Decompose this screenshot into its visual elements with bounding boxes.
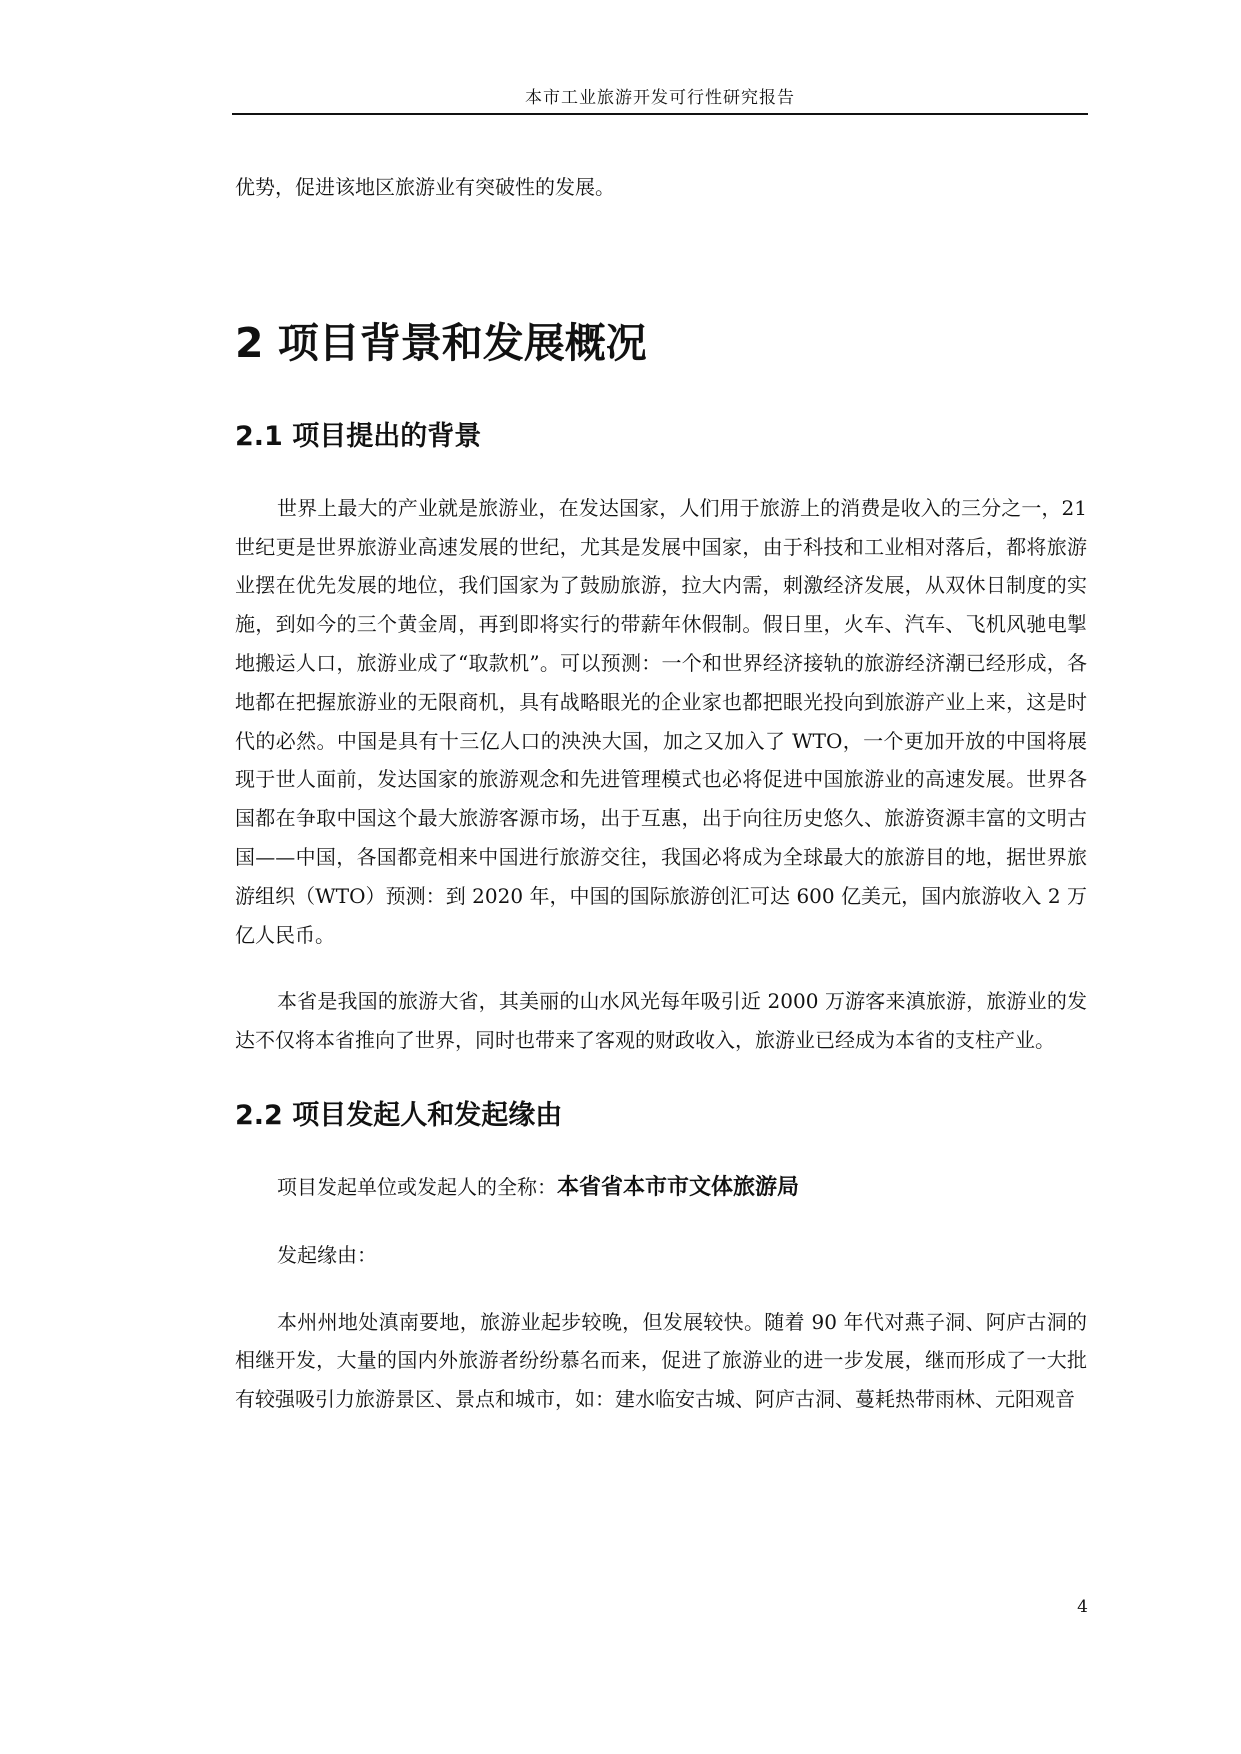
section-title-2-2: 2.2 项目发起人和发起缘由 <box>235 1099 563 1131</box>
section-title-2-1: 2.1 项目提出的背景 <box>235 420 482 452</box>
reason-paragraph: 本州州地处滇南要地，旅游业起步较晚，但发展较快。随着 90 年代对燕子洞、阿庐古洞的相继开发，大量的国内外旅游者纷纷慕名而来，促进了旅游业的进一步发展，继而形成了一大批有较强吸引力旅游景区、景点和城市，如：建水临安古城、阿庐古洞、蔓耗热带雨林、元阳观音 <box>235 1309 1087 1412</box>
initiator-name: 本省省本市市文体旅游局 <box>557 1174 800 1200</box>
continued-paragraph: 优势，促进该地区旅游业有突破性的发展。 <box>235 175 615 199</box>
initiator-label: 项目发起单位或发起人的全称： <box>277 1174 557 1199</box>
chapter-title: 2 项目背景和发展概况 <box>235 318 647 367</box>
page-content <box>235 168 1087 1419</box>
background-paragraph-2: 本省是我国的旅游大省，其美丽的山水风光每年吸引近 2000 万游客来滇旅游，旅游业的发达不仅将本省推向了世界，同时也带来了客观的财政收入，旅游业已经成为本省的支柱产业。 <box>235 989 1087 1053</box>
running-header: 本市工业旅游开发可行性研究报告 <box>525 88 795 108</box>
background-paragraph-1: 世界上最大的产业就是旅游业，在发达国家，人们用于旅游上的消费是收入的三分之一，21世纪更是世界旅游业高速发展的世纪，尤其是发展中国家，由于科技和工业相对落后，都将旅游业摆在优先发展的地位，我们国家为了鼓励旅游，拉大内需，刺激经济发展，从双休日制度的实施，到如今的三个黄金周，再到即将实行的带薪年休假制。假日里，火车、汽车、飞机风驰电掣地搬运人口，旅游业成了“取款机”。可以预测：一个和世界经济接轨的旅游经济潮已经形成，各地都在把握旅游业的无限商机，具有战略眼光的企业家也都把眼光投向到旅游产业上来，这是时代的必然。中国是具有十三亿人口的泱泱大国，加之又加入了 WTO，一个更加开放的中国将展现于世人面前，发达国家的旅游观念和先进管理模式也必将促进中国旅游业的高速发展。世界各国都在争取中国这个最大旅游客源市场，出于互惠，出于向往历史悠久、旅游资源丰富的文明古国——中国，各国都竞相来中国进行旅游交往，我国必将成为全球最大的旅游目的地，据世界旅游组织（WTO）预测：到 2020 年，中国的国际旅游创汇可达 600 亿美元，国内旅游收入 2 万亿人民币。 <box>235 495 1087 947</box>
initiator-line <box>235 1168 1087 1208</box>
reason-label: 发起缘由： <box>277 1242 377 1267</box>
header-divider <box>232 113 1088 115</box>
page-number: 4 <box>1077 1597 1088 1617</box>
